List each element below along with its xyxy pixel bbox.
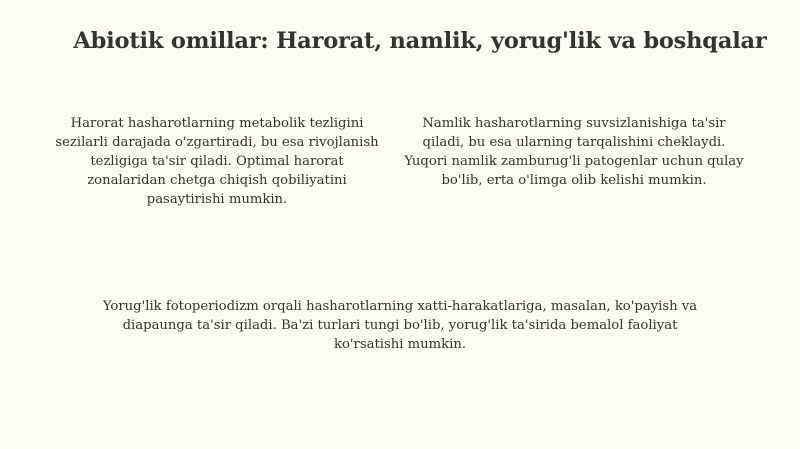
humidity-paragraph: Namlik hasharotlarning suvsizlanishiga ta'sir qiladi, bu esa ularning tarqalishini cheklaydi. Yuqori namlik zamburug'li patogenlar uchun qulay bo'lib, erta o'limga olib kelishi mumkin. [404,116,744,188]
slide-title: Abiotik omillar: Harorat, namlik, yorug'lik va boshqalar [73,28,767,54]
light-paragraph: Yorug'lik fotoperiodizm orqali hasharotlarning xatti-harakatlariga, masalan, ko'payish va diapaunga ta'sir qiladi. Ba'zi turlari tungi bo'lib, yorug'lik ta'sirida bemalol faoliyat ko'rsatishi mumkin. [102,299,698,352]
temperature-paragraph: Harorat hasharotlarning metabolik tezligini sezilarli darajada o'zgartiradi, bu esa rivojlanish tezligiga ta'sir qiladi. Optimal harorat zonalaridan chetga chiqish qobiliyatini pasaytirishi mumkin. [55,116,379,207]
